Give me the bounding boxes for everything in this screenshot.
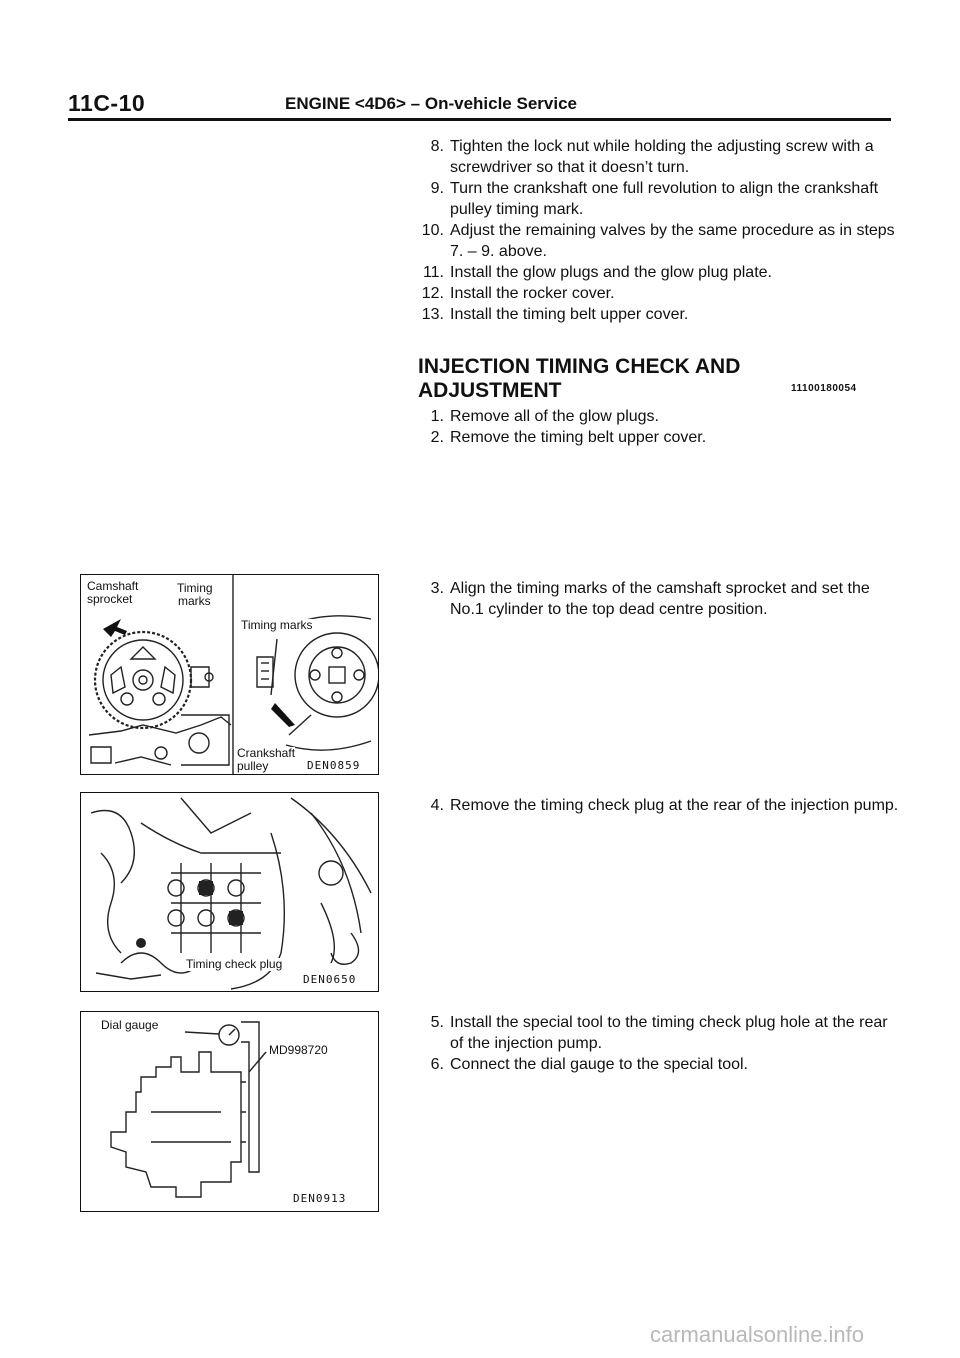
step-1: 1. Remove all of the glow plugs. [430, 408, 659, 425]
figure-dial-gauge [80, 1011, 379, 1212]
label-camshaft: Camshaft [87, 579, 139, 593]
dial-gauge-illustration [81, 1012, 378, 1211]
step-10: 10. Adjust the remaining valves by the same procedure as in steps 7. – 9. above. [421, 222, 895, 260]
watermark: carmanualsonline.info [650, 1322, 865, 1347]
step-2: 2. Remove the timing belt upper cover. [430, 429, 707, 446]
label-sprocket: sprocket [87, 592, 133, 606]
step-12: 12. Install the rocker cover. [421, 285, 615, 302]
header-rule [68, 118, 891, 121]
label-pulley: pulley [237, 759, 269, 773]
section-code: 11100180054 [791, 383, 857, 394]
steps-list-56 [400, 1012, 900, 1075]
label-marks: marks [178, 594, 211, 608]
step-5: 5. Install the special tool to the timing check plug hole at the rear of the injection pump. [430, 1014, 888, 1052]
figure-timing-marks [80, 574, 379, 775]
label-timing-marks: Timing marks [241, 618, 313, 632]
step-13: 13. Install the timing belt upper cover. [421, 306, 689, 323]
figure-code-1: DEN0859 [307, 759, 361, 772]
label-crankshaft: Crankshaft [237, 746, 296, 760]
section-title: INJECTION TIMING CHECK AND ADJUSTMENT [418, 355, 741, 402]
step-11: 11. Install the glow plugs and the glow plug plate. [422, 264, 772, 281]
steps-list-top [400, 136, 900, 325]
label-special-tool: MD998720 [269, 1043, 328, 1057]
label-timing-check-plug: Timing check plug [186, 957, 283, 971]
step-8: 8. Tighten the lock nut while holding the adjusting screw with a screwdriver so that it doesn’t turn. [430, 138, 874, 176]
page-code: 11C-10 [68, 90, 146, 116]
steps-list-3 [400, 578, 900, 620]
step-6: 6. Connect the dial gauge to the special tool. [430, 1056, 748, 1073]
steps-list-injection [400, 406, 900, 448]
label-timing: Timing [177, 581, 213, 595]
page-title: ENGINE <4D6> – On-vehicle Service [285, 94, 577, 113]
step-9: 9. Turn the crankshaft one full revolution to align the crankshaft pulley timing mark. [430, 180, 879, 218]
steps-list-4 [400, 795, 900, 816]
step-3: 3. Align the timing marks of the camshaft sprocket and set the No.1 cylinder to the top dead centre position. [430, 580, 870, 618]
step-4: 4. Remove the timing check plug at the rear of the injection pump. [430, 797, 899, 814]
figure-code-2: DEN0650 [303, 973, 357, 986]
figure-code-3: DEN0913 [293, 1192, 347, 1205]
figure-timing-check-plug [80, 792, 379, 992]
label-dial-gauge: Dial gauge [101, 1018, 159, 1032]
